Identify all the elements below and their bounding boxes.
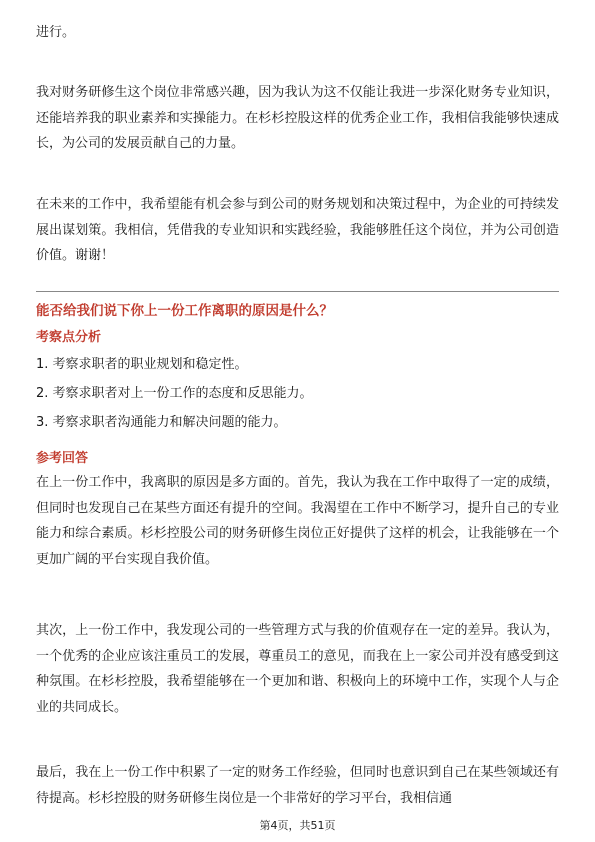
answer-title: 参考回答 [36, 451, 89, 466]
page-number: 第4页，共51页 [259, 819, 336, 832]
answer-paragraph-1: 在上一份工作中，我离职的原因是多方面的。首先，我认为我在工作中取得了一定的成绩，但同时也发现自己在某些方面还有提升的空间。我渴望在工作中不断学习，提升自己的专业能力和综合素质。杉杉控股公司的财务研修生岗位正好提供了这样的机会，让我能够在一个更加广阔的平台实现自我价值。 [36, 475, 559, 567]
paragraph-future: 在未来的工作中，我希望能有机会参与到公司的财务规划和决策过程中，为企业的可持续发展出谋划策。我相信，凭借我的专业知识和实践经验，我能够胜任这个岗位，并为公司创造价值。谢谢！ [36, 197, 559, 263]
list-item: 2. 考察求职者对上一份工作的态度和反思能力。 [36, 386, 313, 401]
answer-paragraph-3: 最后，我在上一份工作中积累了一定的财务工作经验，但同时也意识到自己在某些领域还有待提高。杉杉控股的财务研修生岗位是一个非常好的学习平台，我相信通 [36, 765, 559, 806]
list-item: 3. 考察求职者沟通能力和解决问题的能力。 [36, 415, 287, 430]
document-page [36, 0, 559, 842]
paragraph-interest: 我对财务研修生这个岗位非常感兴趣，因为我认为这不仅能让我进一步深化财务专业知识，还能培养我的职业素养和实操能力。在杉杉控股这样的优秀企业工作，我相信我能够快速成长，为公司的发展贡献自己的力量。 [36, 85, 559, 151]
section-divider [36, 291, 559, 292]
list-item: 1. 考察求职者的职业规划和稳定性。 [36, 357, 248, 372]
paragraph-intro-tail: 进行。 [36, 25, 76, 40]
answer-paragraph-2: 其次，上一份工作中，我发现公司的一些管理方式与我的价值观存在一定的差异。我认为，一个优秀的企业应该注重员工的发展，尊重员工的意见，而我在上一家公司并没有感受到这种氛围。在杉杉控股，我希望能够在一个更加和谐、积极向上的环境中工作，实现个人与企业的共同成长。 [36, 623, 559, 715]
analysis-title: 考察点分析 [36, 330, 102, 345]
question-heading: 能否给我们说下你上一份工作离职的原因是什么？ [36, 303, 333, 319]
analysis-list [36, 350, 559, 437]
